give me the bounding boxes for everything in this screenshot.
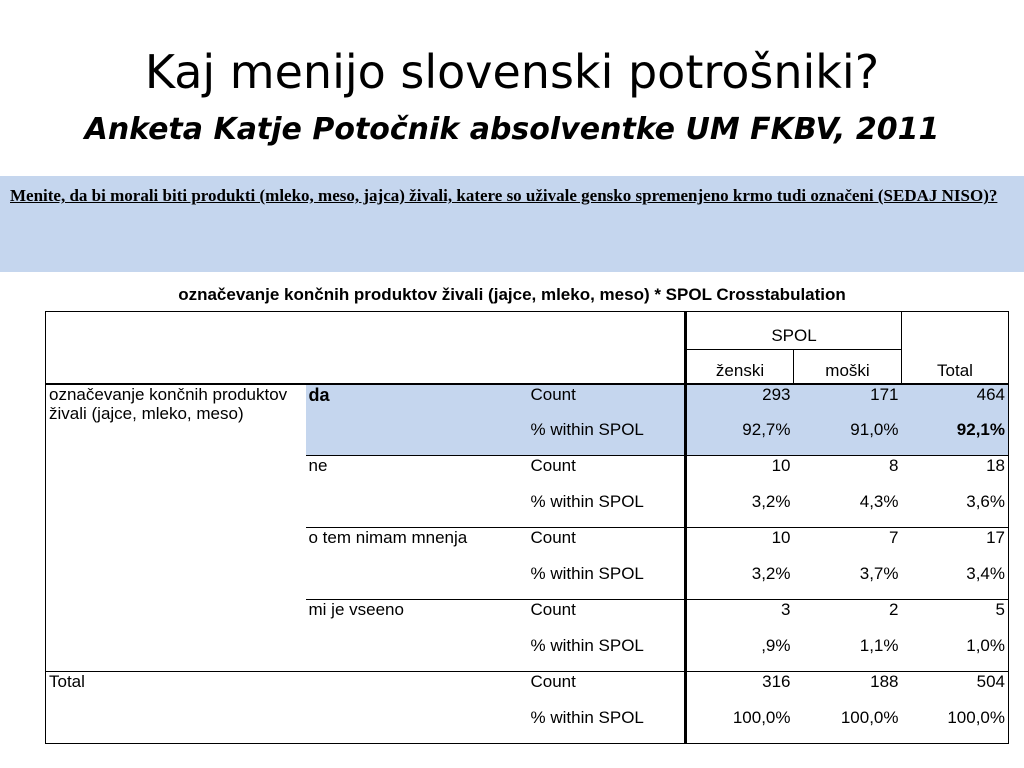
value-cell: 1,1% <box>859 635 899 655</box>
value-cell: 5 <box>902 600 1009 636</box>
stat-label: % within SPOL <box>528 492 686 528</box>
value-cell: 1,0% <box>902 636 1009 672</box>
value-cell: 188 <box>794 672 902 708</box>
value-cell: 171 <box>794 384 902 420</box>
value-cell: 100,0% <box>686 708 794 744</box>
category-label: mi je vseeno <box>306 600 528 672</box>
value-cell: 504 <box>902 672 1009 708</box>
value-cell: 17 <box>902 528 1009 564</box>
question-box <box>0 176 1024 272</box>
header-spol: SPOL <box>686 312 902 350</box>
value-cell: 4,3% <box>859 491 899 511</box>
question-text: Menite, da bi morali biti produkti (mleko, meso, jajca) živali, katere so uživale gensko spremenjeno krmo tudi označeni (SEDAJ NISO)? <box>10 186 998 205</box>
value-cell: 3,2% <box>751 563 791 583</box>
value-cell: 3,7% <box>859 563 899 583</box>
crosstab-title: označevanje končnih produktov živali (jajce, mleko, meso) * SPOL Crosstabulation <box>178 285 846 304</box>
stat-label: Count <box>528 456 686 492</box>
stat-label: % within SPOL <box>528 708 686 744</box>
value-cell: 10 <box>686 456 794 492</box>
value-cell: 293 <box>686 384 794 420</box>
value-cell: 10 <box>686 528 794 564</box>
value-cell: 316 <box>686 672 794 708</box>
value-cell: 2 <box>794 600 902 636</box>
stat-label: % within SPOL <box>528 564 686 600</box>
header-blank <box>46 312 686 384</box>
total-label: Total <box>46 672 528 744</box>
table-row <box>46 672 1009 708</box>
stat-label: % within SPOL <box>528 420 686 456</box>
header-female: ženski <box>686 350 794 384</box>
stat-label: Count <box>528 528 686 564</box>
value-cell: 464 <box>902 384 1009 420</box>
category-label: ne <box>306 456 528 528</box>
value-cell: 91,0% <box>794 420 902 456</box>
stat-label: % within SPOL <box>528 636 686 672</box>
value-cell: 7 <box>794 528 902 564</box>
crosstab-table <box>45 311 1009 744</box>
slide-title: Kaj menijo slovenski potrošniki? <box>144 45 880 99</box>
stat-label: Count <box>528 600 686 636</box>
value-cell: 3 <box>686 600 794 636</box>
value-cell: 3,2% <box>751 491 791 511</box>
value-cell: 100,0% <box>902 708 1009 744</box>
header-total: Total <box>902 312 1009 384</box>
category-label: o tem nimam mnenja <box>306 528 528 600</box>
value-cell: ,9% <box>761 635 791 655</box>
value-cell: 8 <box>794 456 902 492</box>
value-cell: 100,0% <box>794 708 902 744</box>
value-cell: 18 <box>902 456 1009 492</box>
slide-subtitle: Anketa Katje Potočnik absolventke UM FKBV, 2011 <box>84 112 940 147</box>
header-row-1 <box>46 312 1009 350</box>
table-row <box>46 384 1009 420</box>
value-cell: 92,7% <box>686 420 794 456</box>
stat-label: Count <box>528 672 686 708</box>
header-male: moški <box>794 350 902 384</box>
category-label: da <box>306 384 528 456</box>
value-cell: 92,1% <box>902 420 1009 456</box>
value-cell: 3,6% <box>902 492 1009 528</box>
row-variable-label: označevanje končnih produktov živali (jajce, mleko, meso) <box>46 384 306 672</box>
stat-label: Count <box>528 384 686 420</box>
value-cell: 3,4% <box>902 564 1009 600</box>
